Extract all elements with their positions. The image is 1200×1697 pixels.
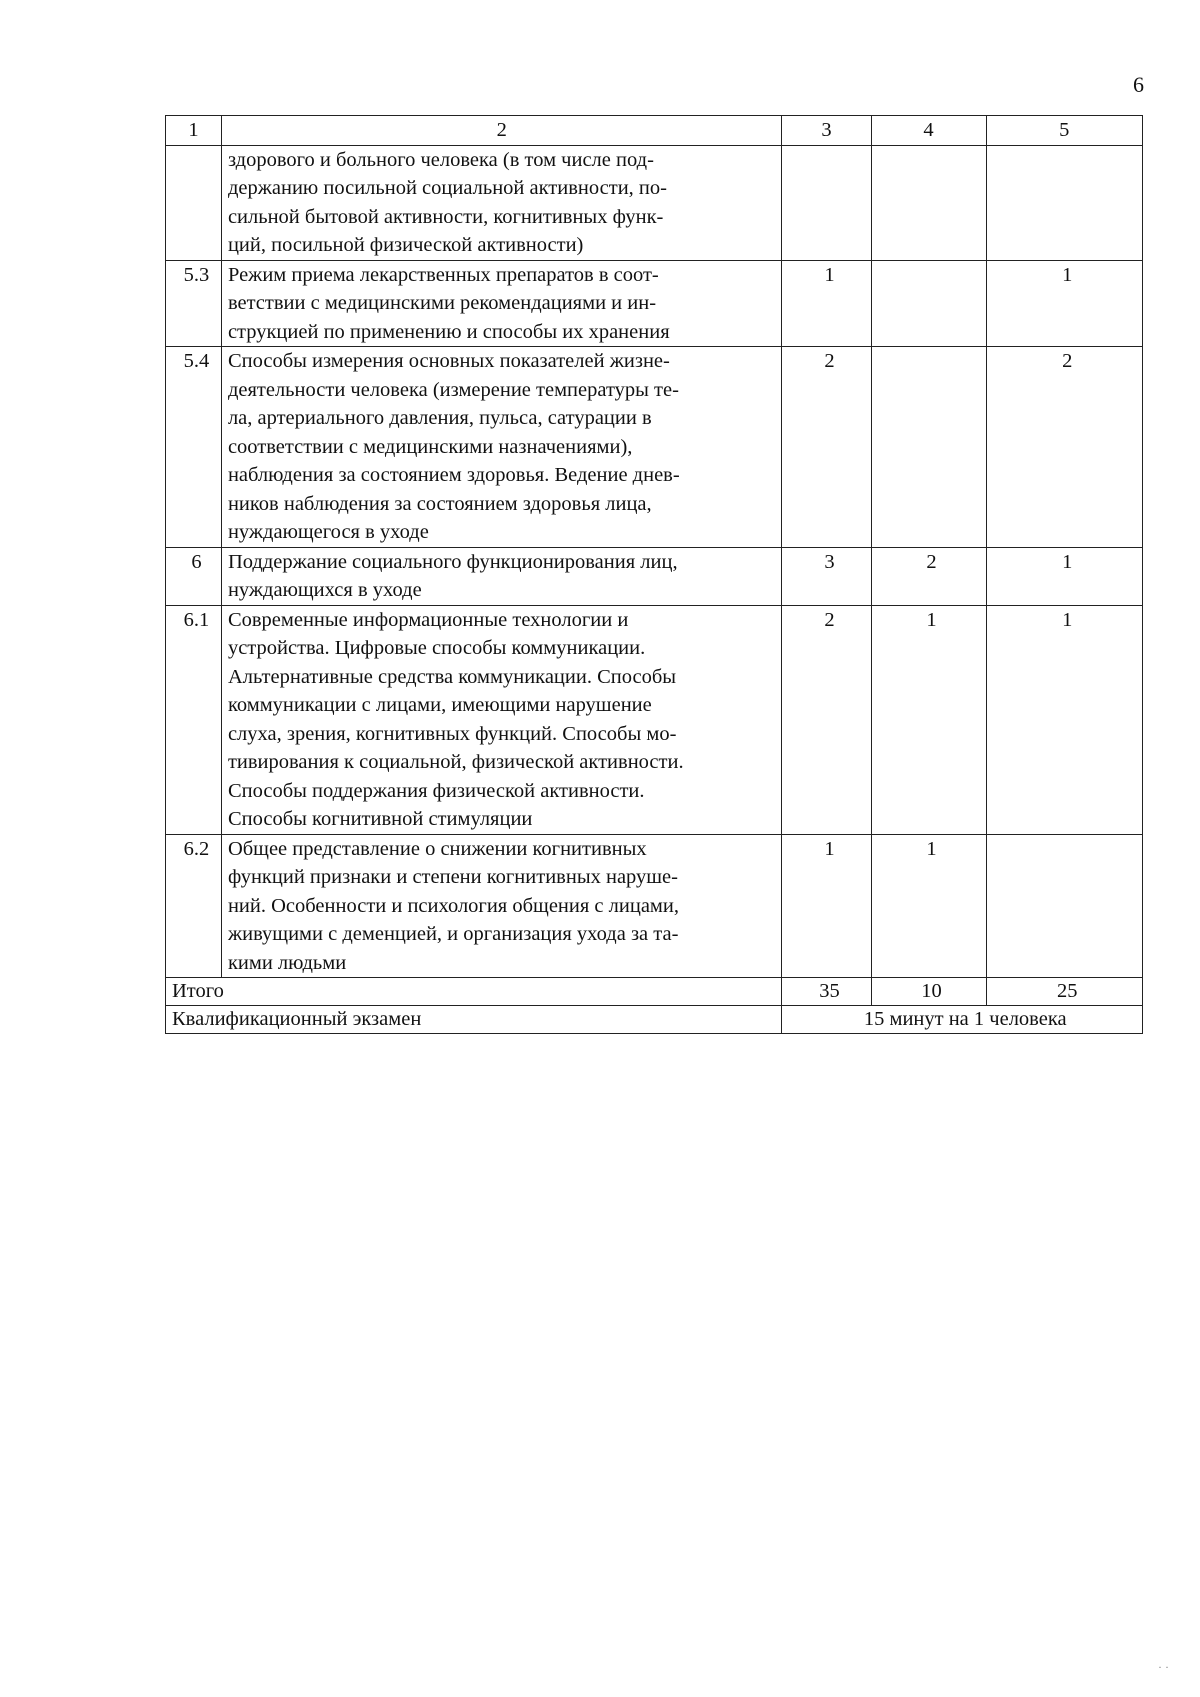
scan-speck-decoration: · · [1158,1660,1169,1674]
row-title-line: ветствии с медицинскими рекомендациями и ин- [227,292,657,314]
total-label: Итого [166,978,782,1006]
row-title [221,547,782,605]
row-title [221,605,782,834]
total-hours-practice: 25 [986,978,1142,1006]
row-hours-practice [986,834,1142,978]
row-title-line: наблюдения за состоянием здоровья. Ведение днев- [227,464,680,486]
row-number: 5.3 [166,260,222,347]
row-title [221,145,782,260]
row-hours-total: 2 [782,605,871,834]
row-title-line: ников наблюдения за состоянием здоровья лица, [227,492,652,515]
exam-label: Квалификационный экзамен [166,1006,782,1034]
row-title-line: струкцией по применению и способы их хранения [227,320,670,343]
row-number: 6.1 [166,605,222,834]
row-hours-total: 3 [782,547,871,605]
row-title-line: кими людьми [227,951,347,974]
table-row [166,347,1143,548]
row-hours-practice: 1 [986,547,1142,605]
row-title-line: функций признаки и степени когнитивных наруше- [227,866,678,888]
exam-duration: 15 минут на 1 человека [782,1006,1143,1034]
header-col-2: 2 [221,116,782,146]
row-hours-theory [871,145,986,260]
row-hours-practice: 2 [986,347,1142,548]
row-hours-theory: 2 [871,547,986,605]
table-header-row [166,116,1143,146]
row-title-line: здорового и больного человека (в том числе под- [227,148,654,171]
row-title [221,260,782,347]
table-row [166,605,1143,834]
row-title-line: соответствии с медицинскими назначениями), [227,435,633,458]
total-row [166,978,1143,1006]
row-hours-total: 1 [782,260,871,347]
header-col-4: 4 [871,116,986,146]
row-title [221,347,782,548]
row-title-line: тивирования к социальной, физической активности. [227,751,684,773]
row-title-line: нуждающихся в уходе [227,579,422,601]
row-hours-practice: 1 [986,260,1142,347]
row-title-line: деятельности человека (измерение температуры те- [227,378,679,401]
row-number [166,145,222,260]
row-title-line: ла, артериального давления, пульса, сатурации в [227,407,652,429]
row-hours-theory [871,260,986,347]
table-row [166,260,1143,347]
row-hours-theory: 1 [871,605,986,834]
row-title-line: Способы поддержания физической активности. [227,779,645,802]
row-hours-total: 1 [782,834,871,978]
row-title-line: Альтернативные средства коммуникации. Способы [227,665,677,688]
row-title-line: Способы измерения основных показателей жизне- [227,350,670,372]
header-col-3: 3 [782,116,871,146]
row-number: 6.2 [166,834,222,978]
row-hours-theory [871,347,986,548]
row-hours-practice: 1 [986,605,1142,834]
row-title-line: Режим приема лекарственных препаратов в соот- [227,263,659,286]
row-title-line: ций, посильной физической активности) [227,234,584,256]
header-col-1: 1 [166,116,222,146]
header-col-5: 5 [986,116,1142,146]
table-row [166,834,1143,978]
row-hours-total: 2 [782,347,871,548]
row-number: 6 [166,547,222,605]
page-number: 6 [1133,72,1144,97]
row-title-line: Поддержание социального функционирования лиц, [227,550,678,573]
total-hours-theory: 10 [871,978,986,1006]
row-title-line: сильной бытовой активности, когнитивных функ- [227,205,664,228]
row-hours-total [782,145,871,260]
row-title-line: устройства. Цифровые способы коммуникации. [227,637,646,659]
table-row [166,547,1143,605]
row-title-line: слуха, зрения, когнитивных функций. Способы мо- [227,722,677,745]
row-number: 5.4 [166,347,222,548]
row-title-line: ний. Особенности и психология общения с лицами, [227,894,679,917]
row-hours-theory: 1 [871,834,986,978]
row-hours-practice [986,145,1142,260]
row-title-line: Общее представление о снижении когнитивных [227,837,647,860]
row-title-line: живущими с деменцией, и организация ухода за та- [227,923,679,945]
exam-row [166,1006,1143,1034]
row-title-line: Современные информационные технологии и [227,608,629,631]
total-hours-total: 35 [782,978,871,1006]
row-title-line: коммуникации с лицами, имеющими нарушение [227,694,652,716]
curriculum-table [165,115,1143,1034]
row-title-line: Способы когнитивной стимуляции [227,808,533,830]
row-title-line: нуждающегося в уходе [227,521,429,543]
row-title-line: держанию посильной социальной активности, по- [227,177,667,199]
row-title [221,834,782,978]
table-row [166,145,1143,260]
